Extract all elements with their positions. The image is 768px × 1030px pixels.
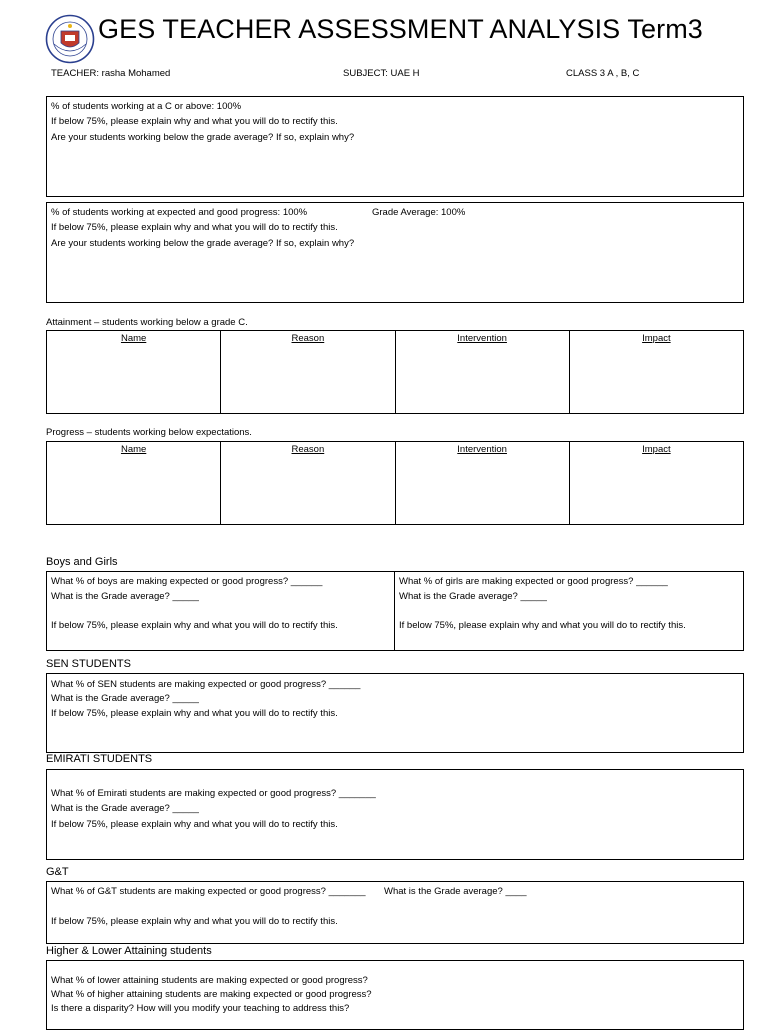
attainment-percent-text: % of students working at a C or above: 100% bbox=[51, 101, 242, 112]
column-header: Reason bbox=[291, 444, 325, 455]
girls-rectify-prompt: If below 75%, please explain why and what you will do to rectify this. bbox=[399, 620, 686, 631]
gt-grade-average-question: What is the Grade average? ____ bbox=[384, 886, 527, 897]
teacher-label: TEACHER: rasha Mohamed bbox=[51, 68, 171, 79]
emirati-grade-average-question: What is the Grade average? _____ bbox=[51, 803, 199, 814]
boys-grade-average-question: What is the Grade average? _____ bbox=[51, 591, 199, 602]
column-header: Intervention bbox=[457, 444, 507, 455]
higher-attaining-question: What % of higher attaining students are making expected or good progress? bbox=[51, 989, 372, 1000]
progress-table bbox=[46, 441, 744, 525]
girls-box[interactable] bbox=[394, 571, 744, 651]
boys-girls-heading: Boys and Girls bbox=[46, 556, 118, 568]
higher-lower-box[interactable] bbox=[46, 960, 744, 1030]
emirati-box[interactable] bbox=[46, 769, 744, 860]
table-cell-reason[interactable] bbox=[221, 331, 395, 414]
attainment-table bbox=[46, 330, 744, 414]
emirati-progress-question: What % of Emirati students are making expected or good progress? _______ bbox=[51, 788, 376, 799]
girls-grade-average-question: What is the Grade average? _____ bbox=[399, 591, 547, 602]
table-cell-name[interactable] bbox=[47, 331, 221, 414]
rectify-prompt: If below 75%, please explain why and what you will do to rectify this. bbox=[51, 116, 338, 127]
boys-box[interactable] bbox=[46, 571, 395, 651]
table-row bbox=[47, 442, 744, 525]
emirati-rectify-prompt: If below 75%, please explain why and what you will do to rectify this. bbox=[51, 819, 338, 830]
disparity-question: Is there a disparity? How will you modify your teaching to address this? bbox=[51, 1003, 350, 1014]
attainment-summary-box[interactable] bbox=[46, 96, 744, 197]
lower-attaining-question: What % of lower attaining students are making expected or good progress? bbox=[51, 975, 368, 986]
grade-average-text: Grade Average: 100% bbox=[372, 207, 466, 218]
table-cell-intervention[interactable] bbox=[395, 331, 569, 414]
subject-label: SUBJECT: UAE H bbox=[343, 68, 420, 79]
table-cell-name[interactable] bbox=[47, 442, 221, 525]
boys-progress-question: What % of boys are making expected or good progress? ______ bbox=[51, 576, 323, 587]
sen-progress-question: What % of SEN students are making expected or good progress? ______ bbox=[51, 679, 361, 690]
gt-rectify-prompt: If below 75%, please explain why and what you will do to rectify this. bbox=[51, 916, 338, 927]
gt-box[interactable] bbox=[46, 881, 744, 944]
table-row bbox=[47, 331, 744, 414]
progress-table-label: Progress – students working below expectations. bbox=[46, 427, 252, 438]
emirati-heading: EMIRATI STUDENTS bbox=[46, 753, 153, 765]
table-cell-impact[interactable] bbox=[569, 331, 743, 414]
column-header: Name bbox=[120, 333, 147, 344]
boys-rectify-prompt: If below 75%, please explain why and what you will do to rectify this. bbox=[51, 620, 338, 631]
progress-percent-text: % of students working at expected and good progress: 100% bbox=[51, 207, 308, 218]
school-crest-icon bbox=[45, 14, 95, 64]
higher-lower-heading: Higher & Lower Attaining students bbox=[46, 945, 212, 957]
attainment-table-label: Attainment – students working below a grade C. bbox=[46, 317, 248, 328]
grade-average-question: Are your students working below the grade average? If so, explain why? bbox=[51, 238, 355, 249]
table-cell-reason[interactable] bbox=[221, 442, 395, 525]
column-header: Impact bbox=[642, 333, 671, 344]
column-header: Name bbox=[120, 444, 147, 455]
table-cell-impact[interactable] bbox=[569, 442, 743, 525]
gt-progress-question: What % of G&T students are making expected or good progress? _______ bbox=[51, 886, 366, 897]
grade-average-question: Are your students working below the grade average? If so, explain why? bbox=[51, 132, 355, 143]
column-header: Impact bbox=[642, 444, 671, 455]
progress-summary-box[interactable] bbox=[46, 202, 744, 303]
page-title: GES TEACHER ASSESSMENT ANALYSIS Term3 bbox=[98, 14, 703, 44]
class-label: CLASS 3 A , B, C bbox=[566, 68, 640, 79]
girls-progress-question: What % of girls are making expected or good progress? ______ bbox=[399, 576, 668, 587]
sen-rectify-prompt: If below 75%, please explain why and what you will do to rectify this. bbox=[51, 708, 338, 719]
sen-heading: SEN STUDENTS bbox=[46, 658, 131, 670]
column-header: Intervention bbox=[457, 333, 507, 344]
sen-box[interactable] bbox=[46, 673, 744, 753]
table-cell-intervention[interactable] bbox=[395, 442, 569, 525]
column-header: Reason bbox=[291, 333, 325, 344]
sen-grade-average-question: What is the Grade average? _____ bbox=[51, 693, 199, 704]
gt-heading: G&T bbox=[46, 866, 69, 878]
rectify-prompt: If below 75%, please explain why and what you will do to rectify this. bbox=[51, 222, 338, 233]
